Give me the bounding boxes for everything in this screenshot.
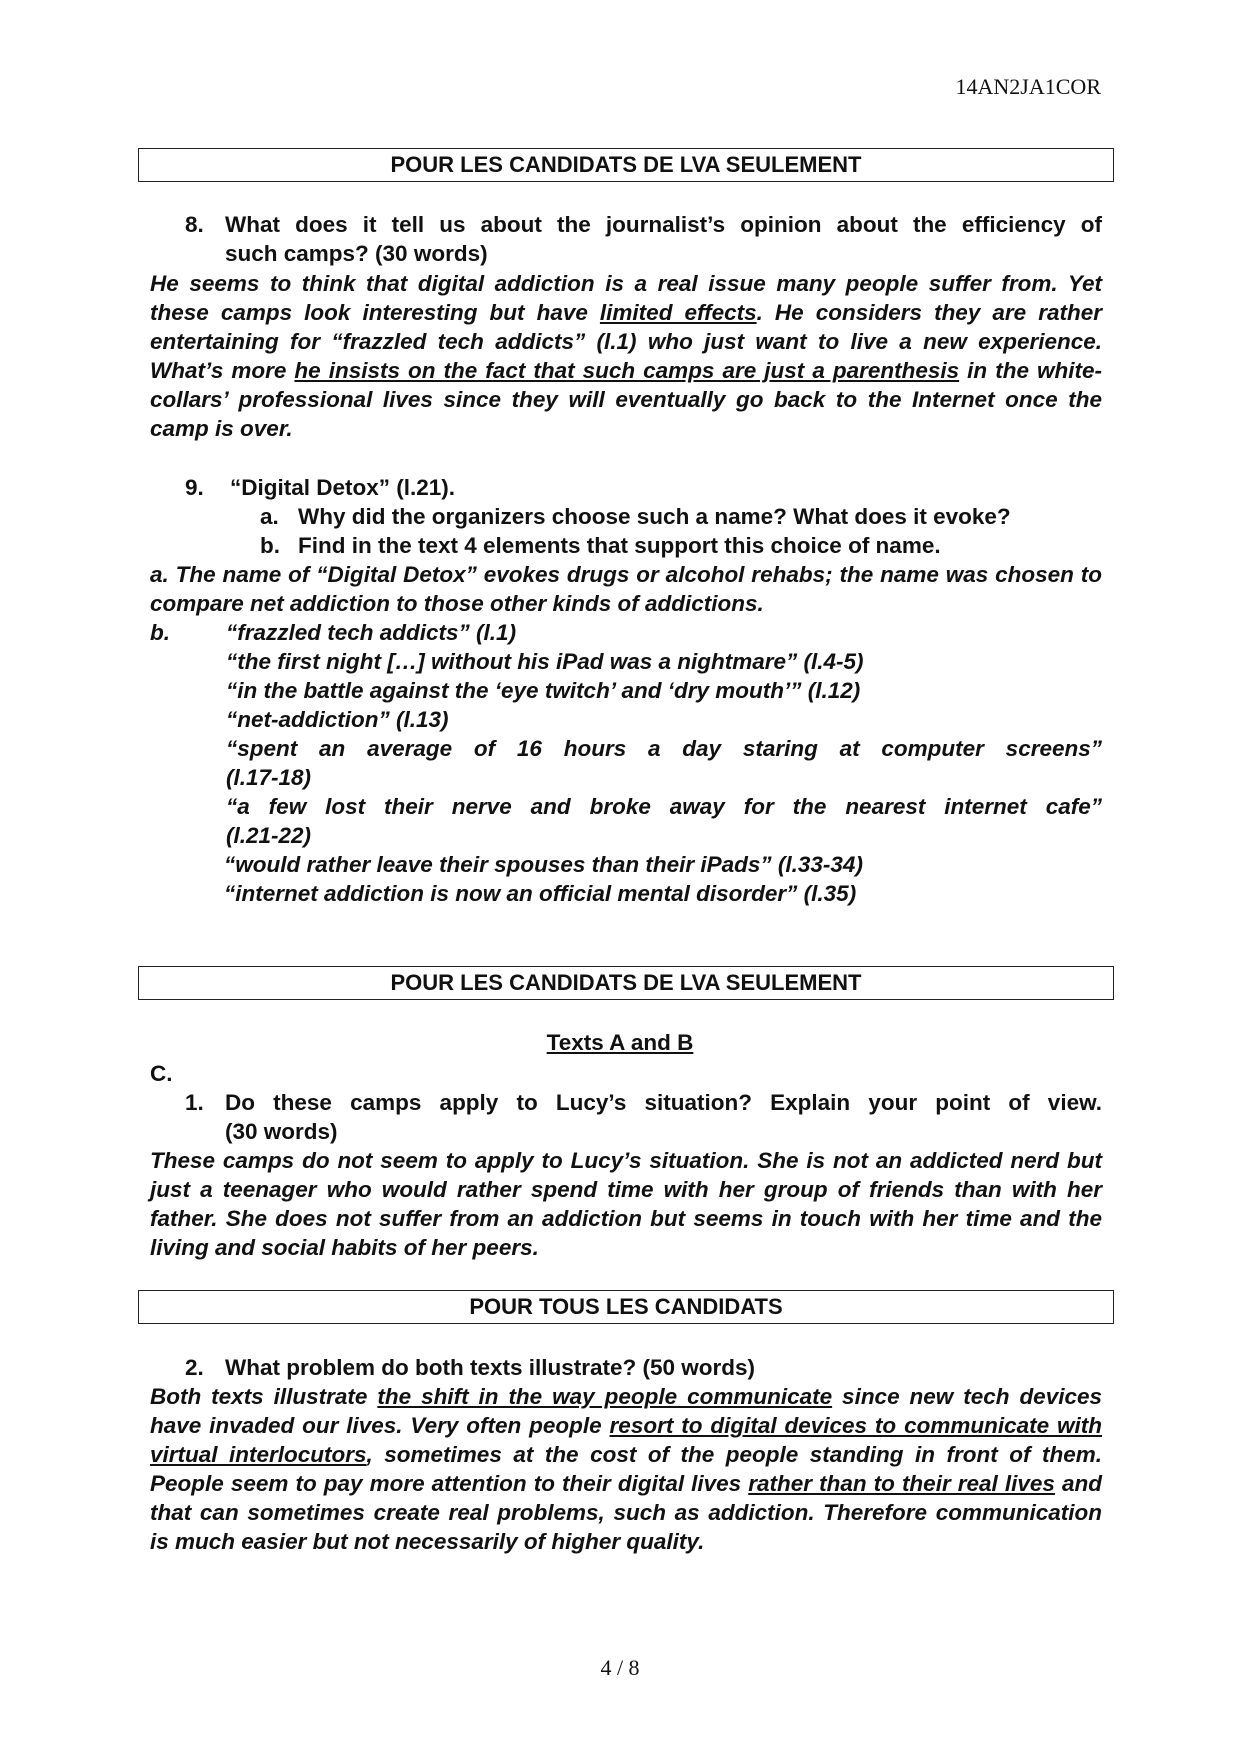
answer-text: a. The name of “Digital Detox” evokes drugs or alcohol rehabs; the name was chosen to compare net addiction to those other kinds of addictions. [150, 562, 1102, 616]
quote-item: (l.17-18) [226, 765, 312, 790]
question-text-line: such camps? (30 words) [225, 241, 488, 266]
section-label: C. [150, 1061, 173, 1086]
sub-label: b. [260, 533, 280, 558]
answer-text: These camps do not seem to apply to Lucy’s situation. She is not an addicted nerd but just a teenager who would rather spend time with her group of friends than with her father. She does not suffer from an addiction but seems in touch with her time and the living and social habits of her peers. [150, 1148, 1102, 1260]
banner-lva-only: POUR LES CANDIDATS DE LVA SEULEMENT [138, 148, 1114, 182]
quote-item: “internet addiction is now an official mental disorder” (l.35) [224, 881, 857, 906]
question-text: What problem do both texts illustrate? (50 words) [225, 1355, 756, 1380]
answer-text: since new tech devices have invaded our lives. Very often people [150, 1384, 1103, 1438]
question-text-line: What does it tell us about the journalist’s opinion about the efficiency of [225, 212, 1102, 237]
question-text: Find in the text 4 elements that support this choice of name. [298, 533, 941, 558]
question-8 [185, 210, 1102, 268]
answer-underlined: resort to digital devices to communicate with virtual interlocutors [150, 1413, 1102, 1467]
question-number: 8. [185, 212, 204, 237]
question-9a [260, 502, 1011, 531]
section-title: Texts A and B [546, 1030, 694, 1055]
answer-9b-label: b. [150, 620, 170, 645]
question-text-line: (30 words) [225, 1119, 338, 1144]
answer-text: , sometimes at the cost of the people standing in front of them. People seem to pay more attention to their digital lives [150, 1442, 1102, 1496]
answer-underlined: rather than to their real lives [748, 1471, 1055, 1496]
question-title: “Digital Detox” (l.21). [230, 475, 456, 500]
answer-text: Both texts illustrate [150, 1384, 378, 1409]
question-text: Why did the organizers choose such a name? What does it evoke? [298, 504, 1011, 529]
answer-text: in the white-collars’ professional lives since they will eventually go back to the Internet once the camp is over. [150, 358, 1102, 441]
question-number: 1. [185, 1090, 204, 1115]
answer-underlined: he insists on the fact that such camps are just a parenthesis [294, 358, 960, 383]
question-9 [185, 473, 456, 502]
answer-text: and that can sometimes create real problems, such as addiction. Therefore communication is much easier but not necessarily of higher quality. [150, 1471, 1102, 1554]
quote-item: “the first night […] without his iPad was a nightmare” (l.4-5) [226, 649, 864, 674]
answer-underlined: limited effects [599, 300, 757, 325]
quote-item: “frazzled tech addicts” (l.1) [226, 620, 517, 645]
question-text-line: Do these camps apply to Lucy’s situation? Explain your point of view. [225, 1090, 1102, 1115]
answer-8 [150, 269, 1102, 443]
question-9b [260, 531, 941, 560]
quote-item: “would rather leave their spouses than their iPads” (l.33-34) [224, 852, 863, 877]
answer-text: He seems to think that digital addiction is a real issue many people suffer from. Yet these camps look interesting but have [150, 271, 1102, 325]
answer-c2 [150, 1382, 1102, 1556]
answer-text: . He considers they are rather entertaining for “frazzled tech addicts” (l.1) who just want to live a new experience. What’s more [150, 300, 1102, 383]
banner-lva-only: POUR LES CANDIDATS DE LVA SEULEMENT [138, 966, 1114, 1000]
page-number: 4 / 8 [600, 1655, 640, 1680]
question-c2 [185, 1353, 756, 1382]
question-number: 9. [185, 475, 204, 500]
quote-item: “a few lost their nerve and broke away for the nearest internet cafe” [226, 794, 1102, 819]
answer-9a [150, 560, 1102, 618]
quote-item: “spent an average of 16 hours a day staring at computer screens” [226, 736, 1102, 761]
document-code: 14AN2JA1COR [955, 74, 1101, 99]
quote-item: (l.21-22) [226, 823, 312, 848]
question-c1 [185, 1088, 1102, 1146]
quote-item: “net-addiction” (l.13) [226, 707, 449, 732]
sub-label: a. [260, 504, 279, 529]
answer-c1 [150, 1146, 1102, 1262]
question-number: 2. [185, 1355, 204, 1380]
banner-all-candidates: POUR TOUS LES CANDIDATS [138, 1290, 1114, 1324]
answer-underlined: the shift in the way people communicate [377, 1384, 833, 1409]
quote-item: “in the battle against the ‘eye twitch’ and ‘dry mouth’” (l.12) [226, 678, 861, 703]
